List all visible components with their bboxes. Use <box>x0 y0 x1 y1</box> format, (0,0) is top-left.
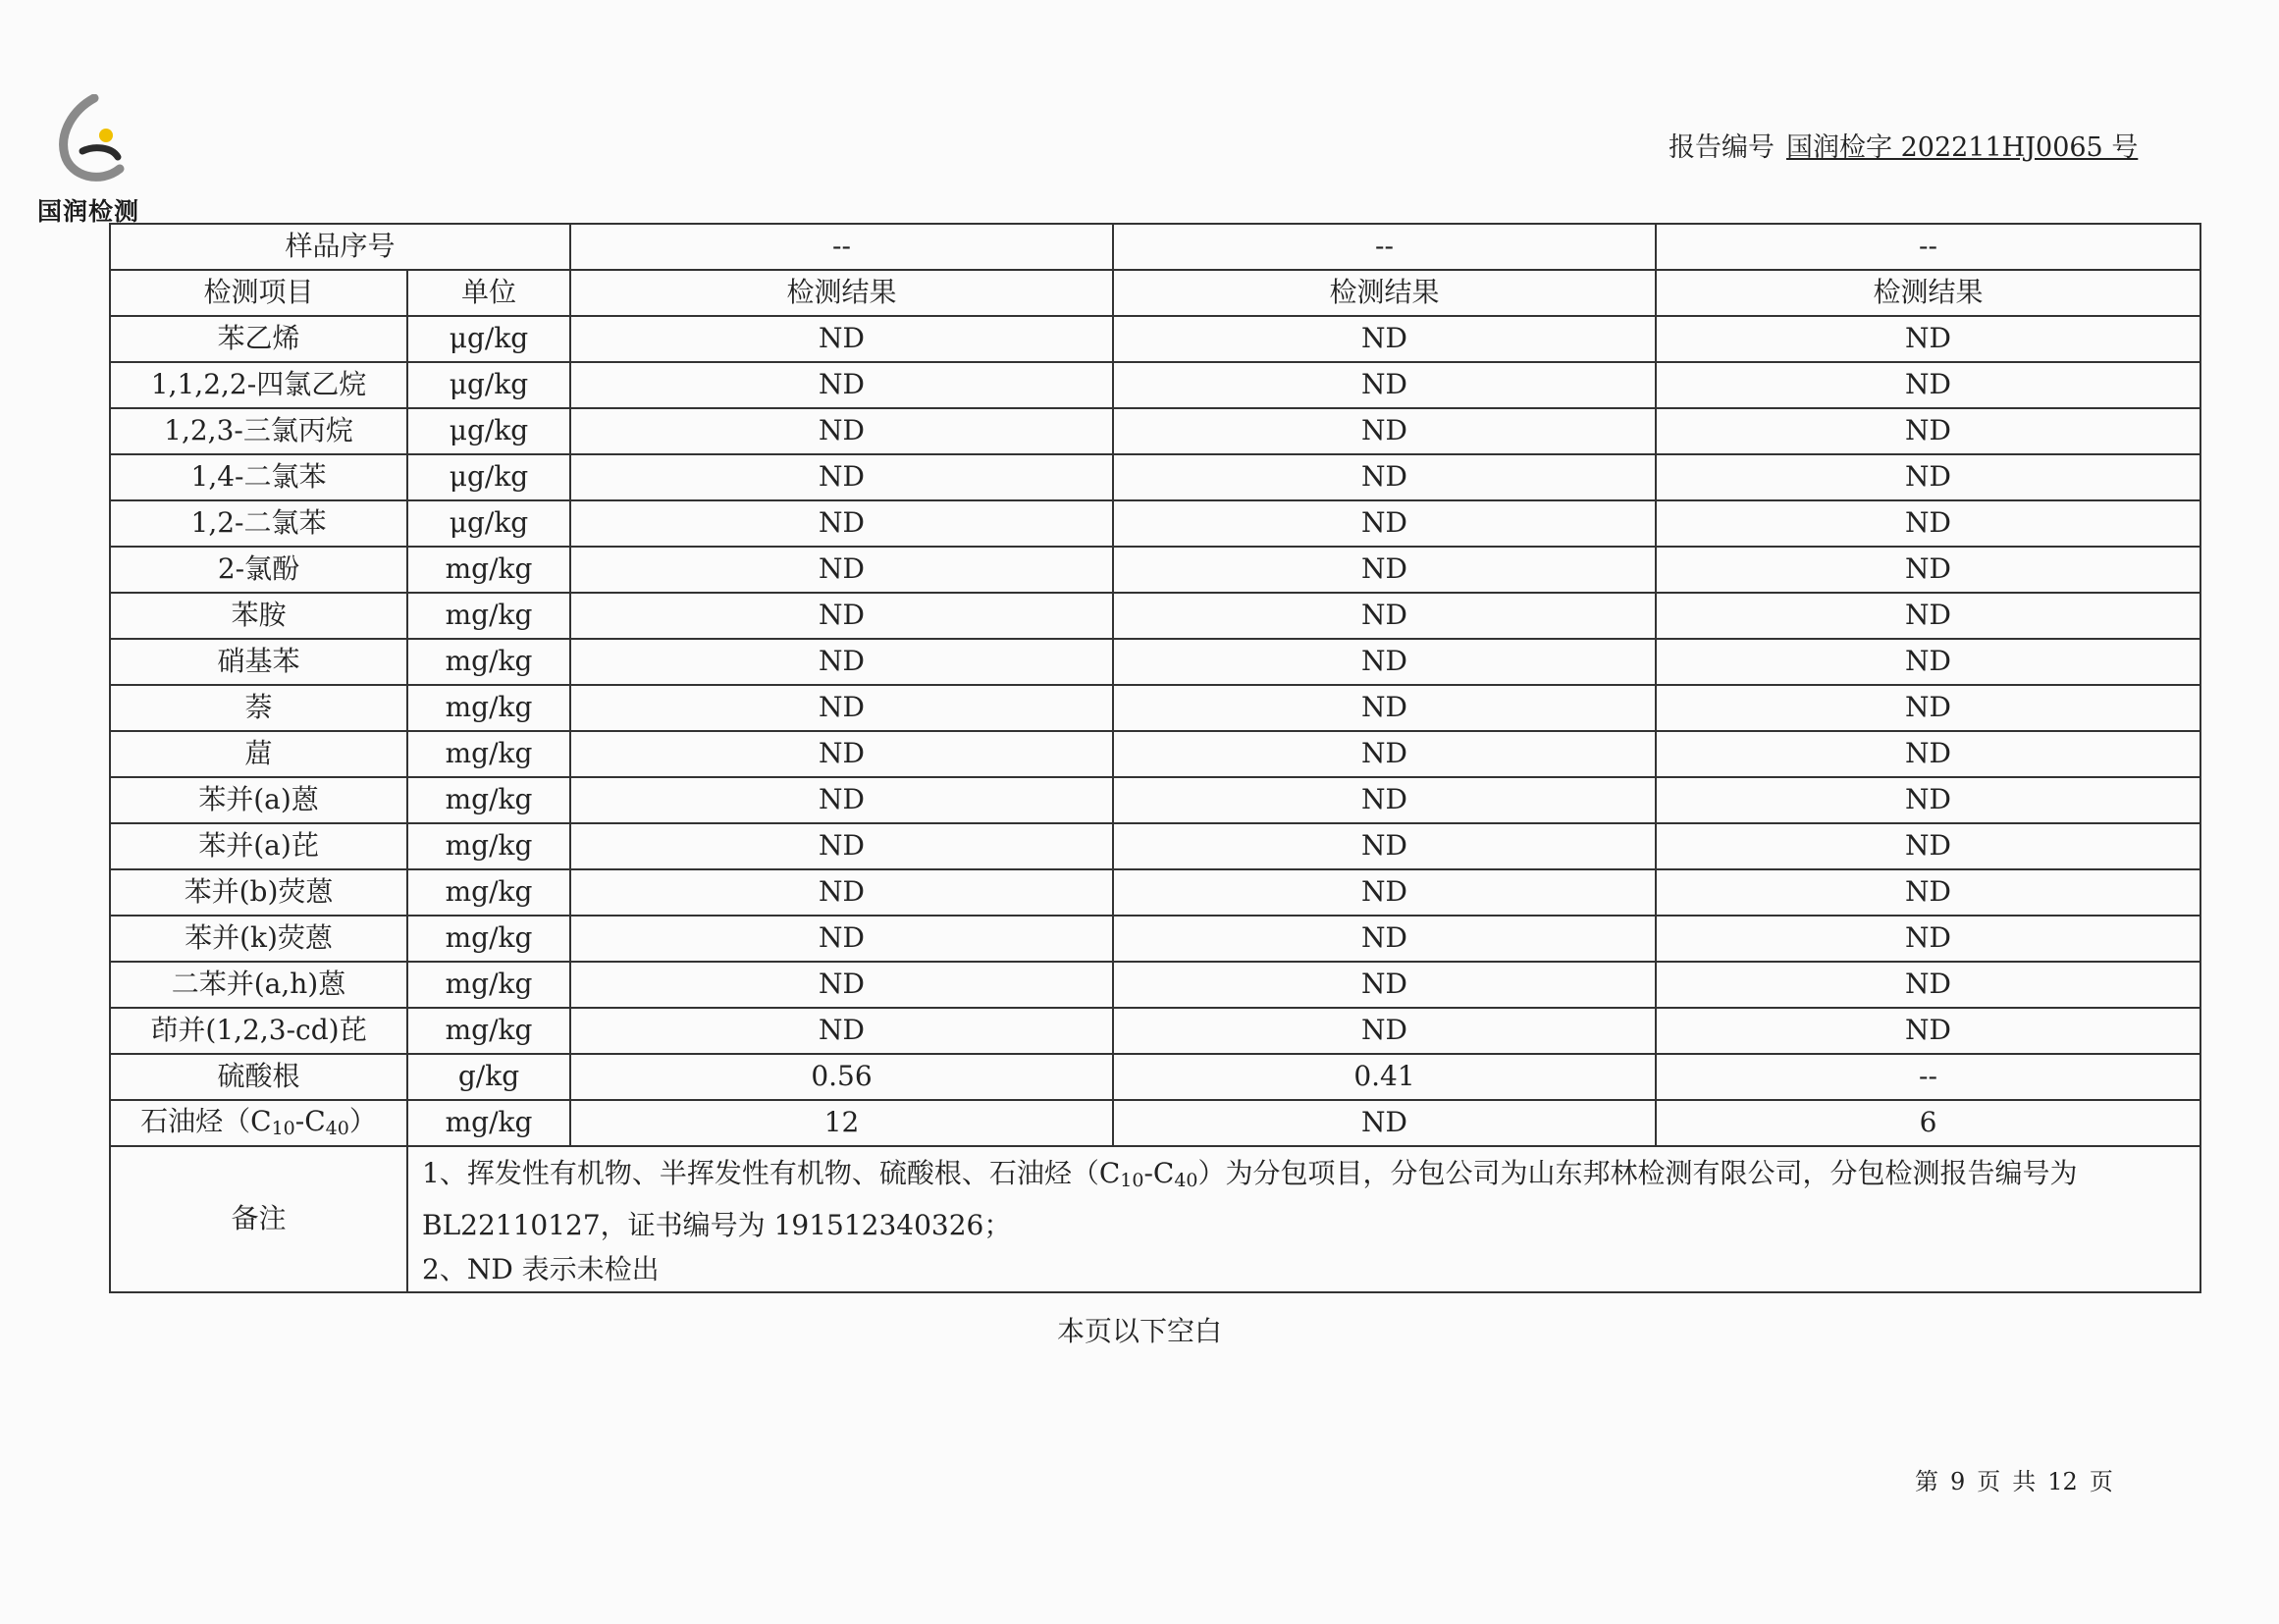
result-cell-1: ND <box>570 777 1113 823</box>
result-cell-2: ND <box>1113 777 1656 823</box>
sample-id-2: -- <box>1113 224 1656 270</box>
item-cell: 硝基苯 <box>110 639 407 685</box>
item-cell: 1,2,3-三氯丙烷 <box>110 408 407 454</box>
unit-cell: mg/kg <box>407 1008 570 1054</box>
unit-cell: mg/kg <box>407 962 570 1008</box>
item-cell: 二苯并(a,h)蒽 <box>110 962 407 1008</box>
result-cell-3: ND <box>1656 316 2200 362</box>
result-cell-3: ND <box>1656 731 2200 777</box>
table-row <box>110 916 2200 962</box>
unit-cell: g/kg <box>407 1054 570 1100</box>
unit-cell: mg/kg <box>407 823 570 869</box>
report-number <box>1669 126 2138 164</box>
petroleum-unit: mg/kg <box>407 1100 570 1146</box>
result-cell-2: ND <box>1113 500 1656 547</box>
table-row <box>110 362 2200 408</box>
result-cell-3: ND <box>1656 362 2200 408</box>
col-header-result-2: 检测结果 <box>1113 270 1656 316</box>
result-cell-3: ND <box>1656 454 2200 500</box>
result-cell-3: ND <box>1656 777 2200 823</box>
report-number-label: 报告编号 <box>1669 132 1775 163</box>
result-cell-1: ND <box>570 454 1113 500</box>
result-cell-2: ND <box>1113 639 1656 685</box>
unit-cell: μg/kg <box>407 454 570 500</box>
report-number-value: 国润检字 202211HJ0065 号 <box>1786 132 2139 163</box>
item-cell: 1,2-二氯苯 <box>110 500 407 547</box>
item-cell: 苯乙烯 <box>110 316 407 362</box>
blank-below-note: 本页以下空白 <box>1056 1315 1222 1347</box>
result-cell-1: ND <box>570 408 1113 454</box>
item-cell: 茚并(1,2,3-cd)芘 <box>110 1008 407 1054</box>
sample-label: 样品序号 <box>110 224 570 270</box>
item-cell: 䓛 <box>110 731 407 777</box>
notes-row <box>110 1146 2200 1292</box>
item-cell: 苯并(a)芘 <box>110 823 407 869</box>
result-cell-2: ND <box>1113 1008 1656 1054</box>
unit-cell: mg/kg <box>407 731 570 777</box>
item-cell: 苯并(a)蒽 <box>110 777 407 823</box>
note-line-2: 2、ND 表示未检出 <box>422 1253 660 1285</box>
table-row <box>110 500 2200 547</box>
result-cell-1: ND <box>570 685 1113 731</box>
current-page: 9 <box>1950 1468 1966 1495</box>
result-cell-3: ND <box>1656 1008 2200 1054</box>
result-cell-1: ND <box>570 869 1113 916</box>
unit-cell: mg/kg <box>407 639 570 685</box>
table-row <box>110 777 2200 823</box>
table-row <box>110 962 2200 1008</box>
col-header-result-1: 检测结果 <box>570 270 1113 316</box>
total-pages: 12 <box>2047 1468 2078 1495</box>
result-cell-3: ND <box>1656 916 2200 962</box>
result-cell-3: ND <box>1656 500 2200 547</box>
result-cell-2: 0.41 <box>1113 1054 1656 1100</box>
result-cell-2: ND <box>1113 869 1656 916</box>
result-cell-2: ND <box>1113 916 1656 962</box>
result-cell-2: ND <box>1113 962 1656 1008</box>
result-cell-2: ND <box>1113 731 1656 777</box>
item-cell: 萘 <box>110 685 407 731</box>
company-logo <box>37 94 155 232</box>
unit-cell: μg/kg <box>407 316 570 362</box>
petroleum-result-1: 12 <box>570 1100 1113 1146</box>
item-cell: 硫酸根 <box>110 1054 407 1100</box>
unit-cell: mg/kg <box>407 685 570 731</box>
table-row <box>110 408 2200 454</box>
result-cell-2: ND <box>1113 685 1656 731</box>
result-cell-2: ND <box>1113 408 1656 454</box>
sample-id-3: -- <box>1656 224 2200 270</box>
table-row <box>110 869 2200 916</box>
item-cell: 苯并(k)荧蒽 <box>110 916 407 962</box>
table-row <box>110 454 2200 500</box>
notes-label: 备注 <box>110 1146 407 1292</box>
item-cell: 1,4-二氯苯 <box>110 454 407 500</box>
note-line-1: 1、挥发性有机物、半挥发性有机物、硫酸根、石油烃$(C_{10}-C_{40})$为分包项目，分包公司为山东邦林检测有限公司，分包检测报告编号为 BL22110127，证书编号为 191512340326； <box>422 1157 2078 1241</box>
result-cell-2: ND <box>1113 454 1656 500</box>
result-cell-1: ND <box>570 731 1113 777</box>
item-cell: 1,1,2,2-四氯乙烷 <box>110 362 407 408</box>
unit-cell: μg/kg <box>407 362 570 408</box>
result-cell-2: ND <box>1113 593 1656 639</box>
unit-cell: μg/kg <box>407 408 570 454</box>
result-cell-1: ND <box>570 316 1113 362</box>
logo-text: 国润检测 <box>37 197 140 226</box>
petroleum-result-2: ND <box>1113 1100 1656 1146</box>
sample-id-row <box>110 224 2200 270</box>
table-row <box>110 1054 2200 1100</box>
item-cell: 苯并(b)荧蒽 <box>110 869 407 916</box>
petroleum-row <box>110 1100 2200 1146</box>
red-stamp-fragment <box>1629 1595 1884 1624</box>
unit-cell: mg/kg <box>407 593 570 639</box>
column-header-row <box>110 270 2200 316</box>
result-cell-1: ND <box>570 916 1113 962</box>
result-cell-1: 0.56 <box>570 1054 1113 1100</box>
petroleum-item: 石油烃$(C_{10}-C_{40})$ <box>110 1100 407 1146</box>
result-cell-2: ND <box>1113 547 1656 593</box>
result-cell-3: ND <box>1656 639 2200 685</box>
result-cell-1: ND <box>570 1008 1113 1054</box>
result-cell-3: ND <box>1656 869 2200 916</box>
item-cell: 苯胺 <box>110 593 407 639</box>
table-row <box>110 547 2200 593</box>
table-row <box>110 316 2200 362</box>
table-row <box>110 823 2200 869</box>
table-row <box>110 731 2200 777</box>
result-cell-2: ND <box>1113 362 1656 408</box>
result-cell-1: ND <box>570 362 1113 408</box>
unit-cell: μg/kg <box>407 500 570 547</box>
result-cell-1: ND <box>570 823 1113 869</box>
result-cell-2: ND <box>1113 823 1656 869</box>
result-cell-1: ND <box>570 593 1113 639</box>
result-cell-1: ND <box>570 639 1113 685</box>
result-cell-3: ND <box>1656 547 2200 593</box>
notes-content <box>407 1146 2200 1292</box>
col-header-result-3: 检测结果 <box>1656 270 2200 316</box>
result-cell-1: ND <box>570 547 1113 593</box>
unit-cell: mg/kg <box>407 916 570 962</box>
table-row <box>110 639 2200 685</box>
result-cell-3: ND <box>1656 823 2200 869</box>
result-cell-1: ND <box>570 500 1113 547</box>
result-cell-1: ND <box>570 962 1113 1008</box>
result-cell-2: ND <box>1113 316 1656 362</box>
col-header-item: 检测项目 <box>110 270 407 316</box>
page-indicator: 第 9 页 共 12 页 <box>1915 1468 2113 1495</box>
petroleum-result-3: 6 <box>1656 1100 2200 1146</box>
result-cell-3: ND <box>1656 408 2200 454</box>
table-row <box>110 685 2200 731</box>
unit-cell: mg/kg <box>407 547 570 593</box>
result-cell-3: ND <box>1656 593 2200 639</box>
logo-mark-icon <box>55 94 133 187</box>
test-results-table <box>109 223 2201 1293</box>
unit-cell: mg/kg <box>407 777 570 823</box>
result-cell-3: ND <box>1656 962 2200 1008</box>
col-header-unit: 单位 <box>407 270 570 316</box>
table-row <box>110 1008 2200 1054</box>
result-cell-3: -- <box>1656 1054 2200 1100</box>
sample-id-1: -- <box>570 224 1113 270</box>
result-cell-3: ND <box>1656 685 2200 731</box>
item-cell: 2-氯酚 <box>110 547 407 593</box>
unit-cell: mg/kg <box>407 869 570 916</box>
table-row <box>110 593 2200 639</box>
